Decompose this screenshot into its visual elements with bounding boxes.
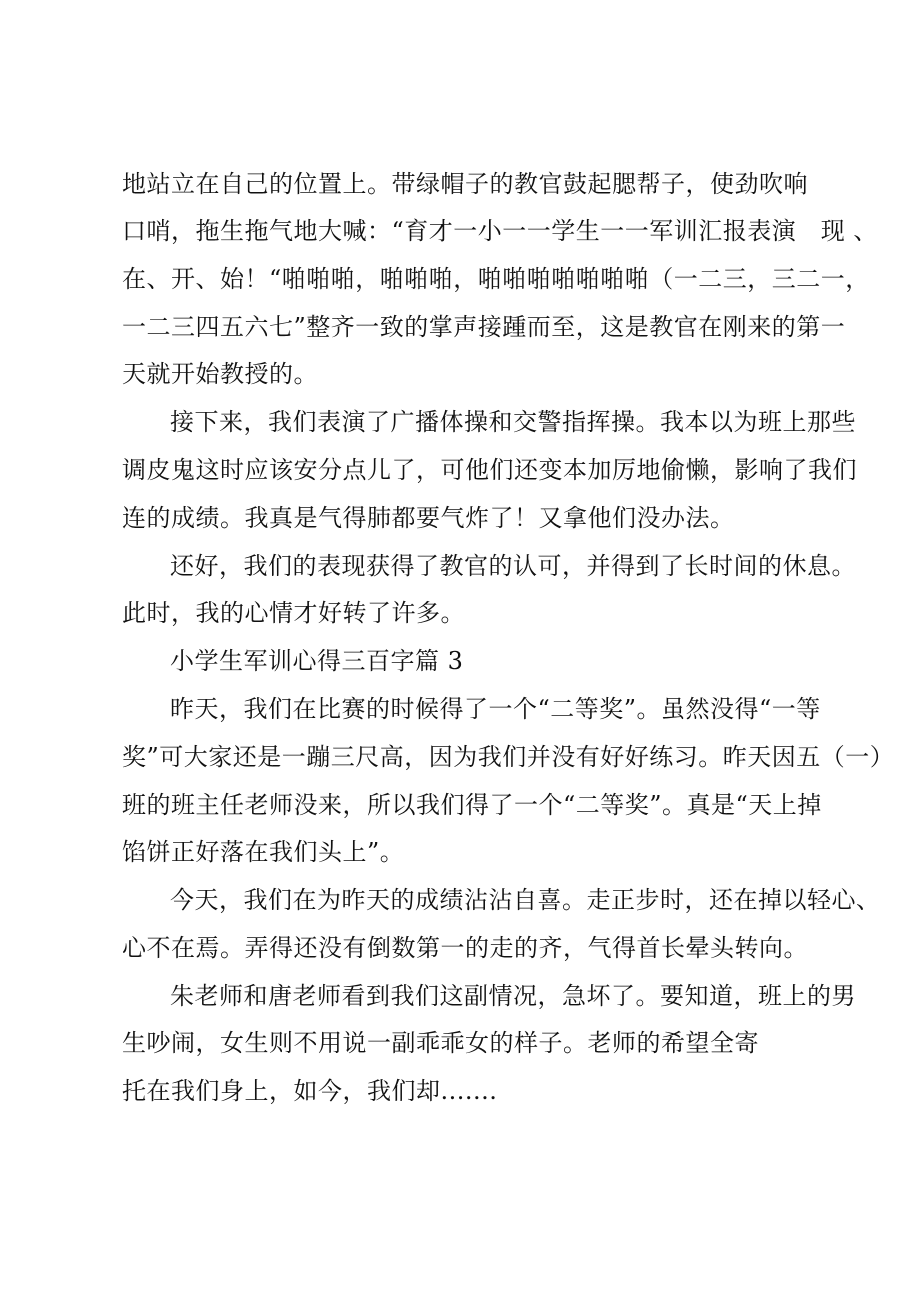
paragraph-first-line: 昨天，我们在比赛的时候得了一个“二等奖”。虽然没得“一等 <box>170 695 821 723</box>
text-line: 天就开始教授的。 <box>122 360 318 388</box>
text-line: 心不在焉。弄得还没有倒数第一的走的齐，气得首长晕头转向。 <box>122 934 808 962</box>
text-line: 连的成绩。我真是气得肺都要气炸了！又拿他们没办法。 <box>122 504 735 532</box>
text-line: 生吵闹，女生则不用说一副乖乖女的样子。老师的希望全寄 <box>122 1029 759 1057</box>
text-line: 奖”可大家还是一蹦三尺高，因为我们并没有好好练习。昨天因五（一） <box>122 743 895 771</box>
text-line: 地站立在自己的位置上。带绿帽子的教官鼓起腮帮子，使劲吹响 <box>122 170 808 198</box>
text-line: 此时，我的心情才好转了许多。 <box>122 599 465 627</box>
section-heading: 小学生军训心得三百字篇 3 <box>170 647 464 675</box>
paragraph-first-line: 接下来，我们表演了广播体操和交警指挥操。我本以为班上那些 <box>170 408 856 436</box>
text-line: 托在我们身上，如今，我们却....... <box>122 1077 498 1105</box>
text-line: 口哨，拖生拖气地大喊：“育才一小一一学生一一军训汇报表演 现 、 <box>122 217 878 245</box>
text-line: 在、开、始！“啪啪啪，啪啪啪，啪啪啪啪啪啪啪（一二三，三二一， <box>122 265 870 293</box>
text-line: 一二三四五六七”整齐一致的掌声接踵而至，这是教官在刚来的第一 <box>122 313 846 341</box>
paragraph-first-line: 还好，我们的表现获得了教官的认可，并得到了长时间的休息。 <box>170 552 856 580</box>
paragraph-first-line: 朱老师和唐老师看到我们这副情况，急坏了。要知道，班上的男 <box>170 982 856 1010</box>
text-line: 调皮鬼这时应该安分点儿了，可他们还变本加厉地偷懒，影响了我们 <box>122 456 857 484</box>
text-line: 班的班主任老师没来，所以我们得了一个“二等奖”。真是“天上掉 <box>122 791 822 819</box>
text-line: 馅饼正好落在我们头上”。 <box>122 838 405 866</box>
paragraph-first-line: 今天，我们在为昨天的成绩沾沾自喜。走正步时，还在掉以轻心、 <box>170 886 881 914</box>
